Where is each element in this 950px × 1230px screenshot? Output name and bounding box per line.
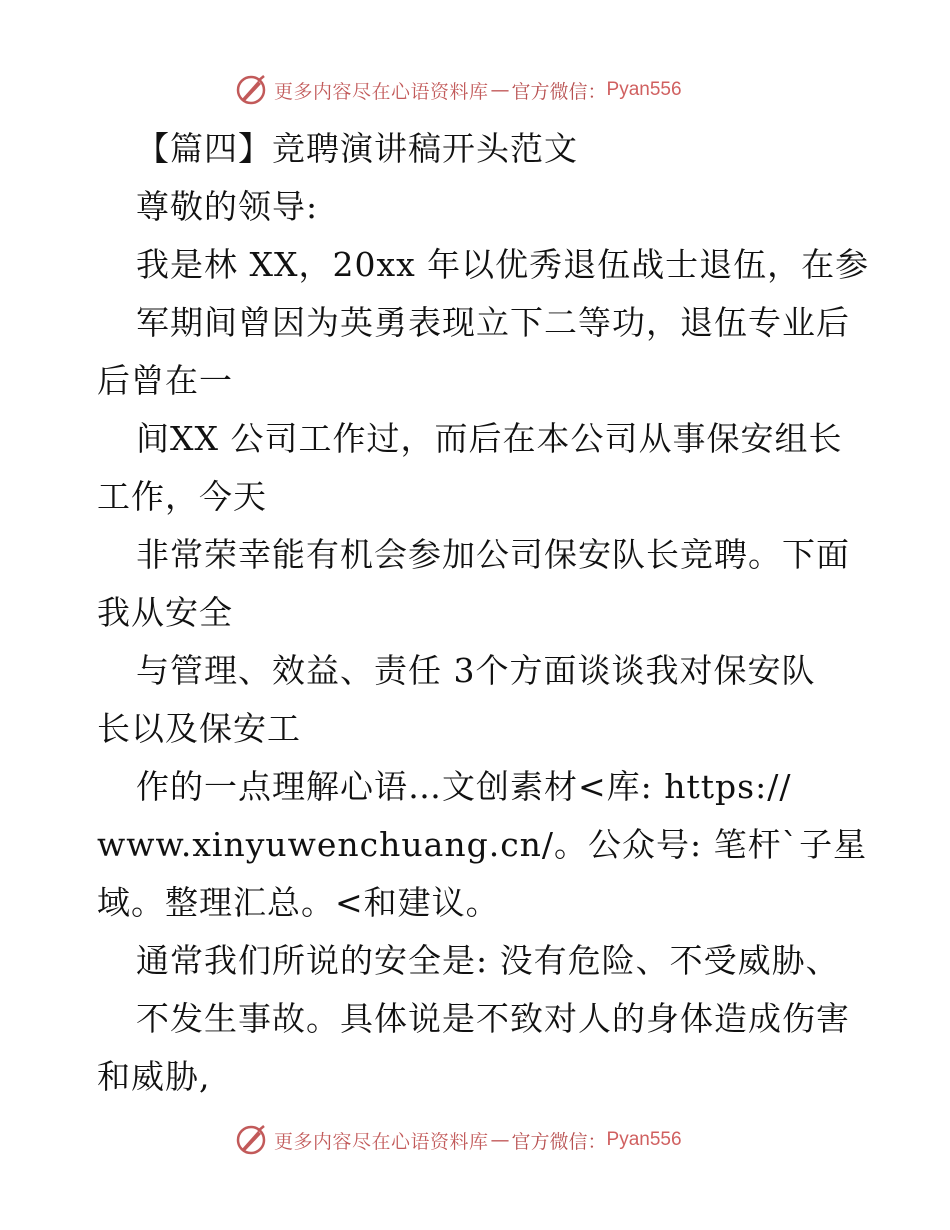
text-line: 间XX 公司工作过，而后在本公司从事保安组长 bbox=[136, 419, 843, 458]
text-line: 与管理、效益、责任 3个方面谈谈我对保安队 bbox=[136, 651, 816, 690]
header-banner bbox=[234, 72, 682, 108]
text-line: 和威胁, bbox=[97, 1057, 211, 1096]
banner-separator: — bbox=[490, 1129, 510, 1151]
banner-separator: — bbox=[490, 79, 510, 101]
banner-wechat-id: Pyan556 bbox=[606, 1129, 682, 1150]
banner-text: 更多内容尽在心语资料库 bbox=[274, 80, 489, 103]
text-line: 作的一点理解心语…文创素材<库: https:// bbox=[136, 767, 792, 806]
banner-wechat-label: 官方微信： bbox=[511, 1130, 607, 1153]
quill-pen-logo-icon bbox=[234, 73, 268, 107]
text-line: 军期间曾因为英勇表现立下二等功，退伍专业后 bbox=[136, 303, 850, 342]
text-line: 不发生事故。具体说是不致对人的身体造成伤害 bbox=[136, 999, 850, 1038]
text-line: 我从安全 bbox=[97, 593, 233, 632]
text-line: 工作，今天 bbox=[97, 477, 267, 516]
text-line: www.xinyuwenchuang.cn/。公众号: 笔杆`子星 bbox=[97, 825, 868, 864]
footer-banner bbox=[234, 1122, 682, 1158]
document-title: 【篇四】竞聘演讲稿开头范文 bbox=[136, 129, 578, 168]
text-line: 长以及保安工 bbox=[97, 709, 301, 748]
banner-text: 更多内容尽在心语资料库 bbox=[274, 1130, 489, 1153]
text-line: 我是林 XX，20xx 年以优秀退伍战士退伍，在参 bbox=[136, 245, 870, 284]
text-line: 后曾在一 bbox=[97, 361, 233, 400]
banner-wechat-label: 官方微信： bbox=[511, 80, 607, 103]
text-line: 域。整理汇总。<和建议。 bbox=[97, 883, 500, 922]
salutation: 尊敬的领导: bbox=[136, 187, 319, 226]
text-line: 非常荣幸能有机会参加公司保安队长竞聘。下面 bbox=[136, 535, 850, 574]
banner-wechat-id: Pyan556 bbox=[606, 79, 682, 100]
text-line: 通常我们所说的安全是: 没有危险、不受威胁、 bbox=[136, 941, 840, 980]
quill-pen-logo-icon bbox=[234, 1123, 268, 1157]
